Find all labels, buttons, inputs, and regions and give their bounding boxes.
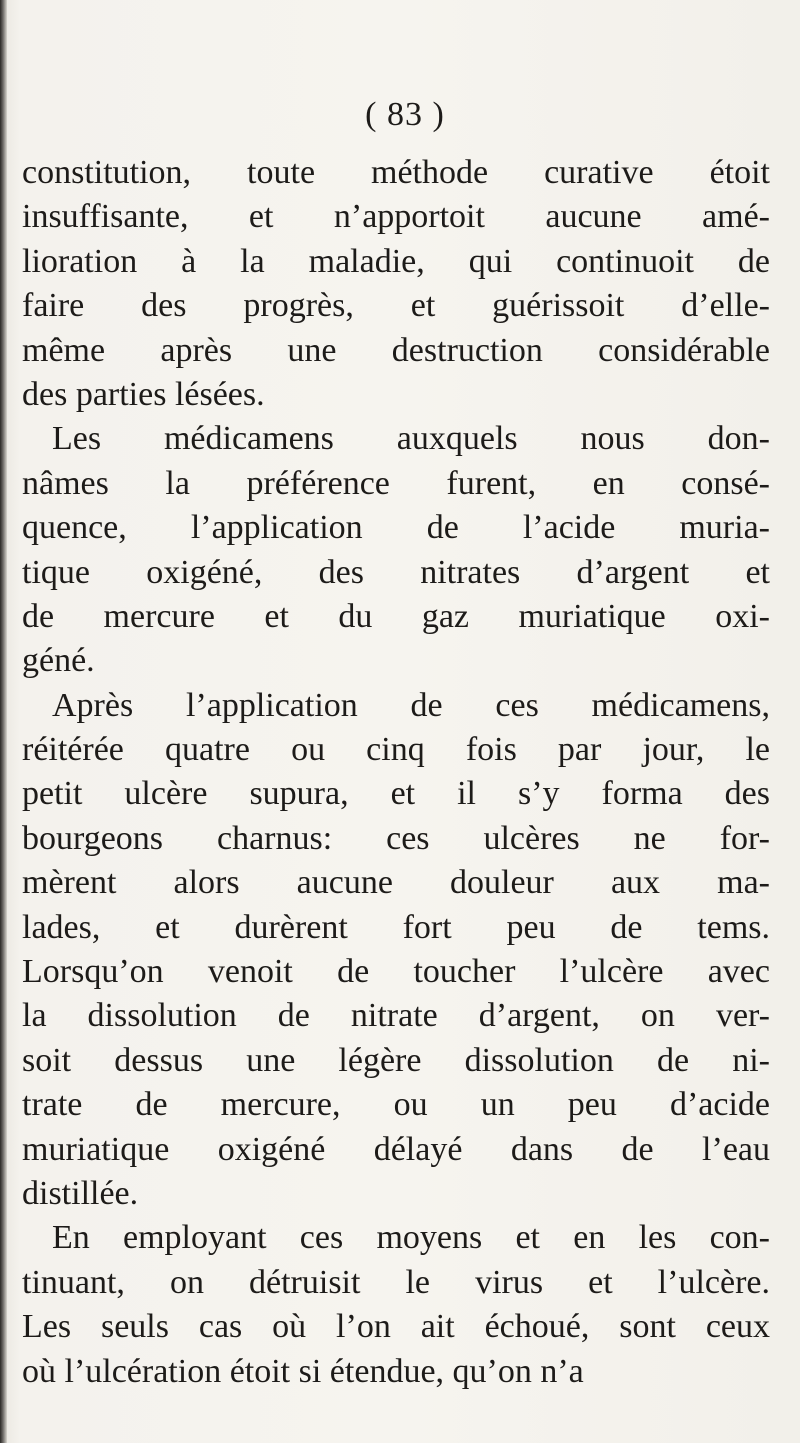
text-line: constitution, toute méthode curative étoit xyxy=(22,154,770,191)
text-line: des parties lésées. xyxy=(22,375,265,413)
text-line: nâmes la préférence furent, en consé- xyxy=(22,464,770,502)
text-line: même après une destruction considérable xyxy=(22,331,770,369)
text-line: où l’ulcération étoit si étendue, qu’on n’a xyxy=(22,1352,584,1390)
text-line: mèrent alors aucune douleur aux ma- xyxy=(22,864,770,902)
text-line: Après l’application de ces médicamens, xyxy=(52,686,770,724)
text-line: réitérée quatre ou cinq fois par jour, le xyxy=(22,731,770,769)
text-line: Les seuls cas où l’on ait échoué, sont ceux xyxy=(22,1308,770,1346)
body-text xyxy=(22,151,770,1394)
text-line: de mercure et du gaz muriatique oxi- xyxy=(22,597,770,635)
text-line: quence, l’application de l’acide muria- xyxy=(22,509,770,547)
text-line: lades, et durèrent fort peu de tems. xyxy=(22,908,770,946)
text-line: faire des progrès, et guérissoit d’elle- xyxy=(22,287,770,325)
text-line: la dissolution de nitrate d’argent, on ver- xyxy=(22,997,770,1035)
text-line: trate de mercure, ou un peu d’acide xyxy=(22,1086,770,1124)
text-line: lioration à la maladie, qui continuoit de xyxy=(22,242,770,280)
text-line: géné. xyxy=(22,642,95,680)
page-binding-edge xyxy=(0,0,7,1443)
text-line: muriatique oxigéné délayé dans de l’eau xyxy=(22,1130,770,1168)
text-line: Lorsqu’on venoit de toucher l’ulcère avec xyxy=(22,953,770,991)
text-line: petit ulcère supura, et il s’y forma des xyxy=(22,775,770,813)
text-line: Les médicamens auxquels nous don- xyxy=(52,420,770,458)
text-line: insuffisante, et n’apportoit aucune amé- xyxy=(22,198,770,236)
text-line: soit dessus une légère dissolution de ni- xyxy=(22,1041,770,1079)
text-line: En employant ces moyens et en les con- xyxy=(52,1219,770,1257)
page-number: ( 83 ) xyxy=(365,96,445,133)
text-line: bourgeons charnus: ces ulcères ne for- xyxy=(22,819,770,857)
text-line: tinuant, on détruisit le virus et l’ulcère. xyxy=(22,1263,770,1301)
text-line: distillée. xyxy=(22,1174,139,1212)
text-line: tique oxigéné, des nitrates d’argent et xyxy=(22,553,770,591)
